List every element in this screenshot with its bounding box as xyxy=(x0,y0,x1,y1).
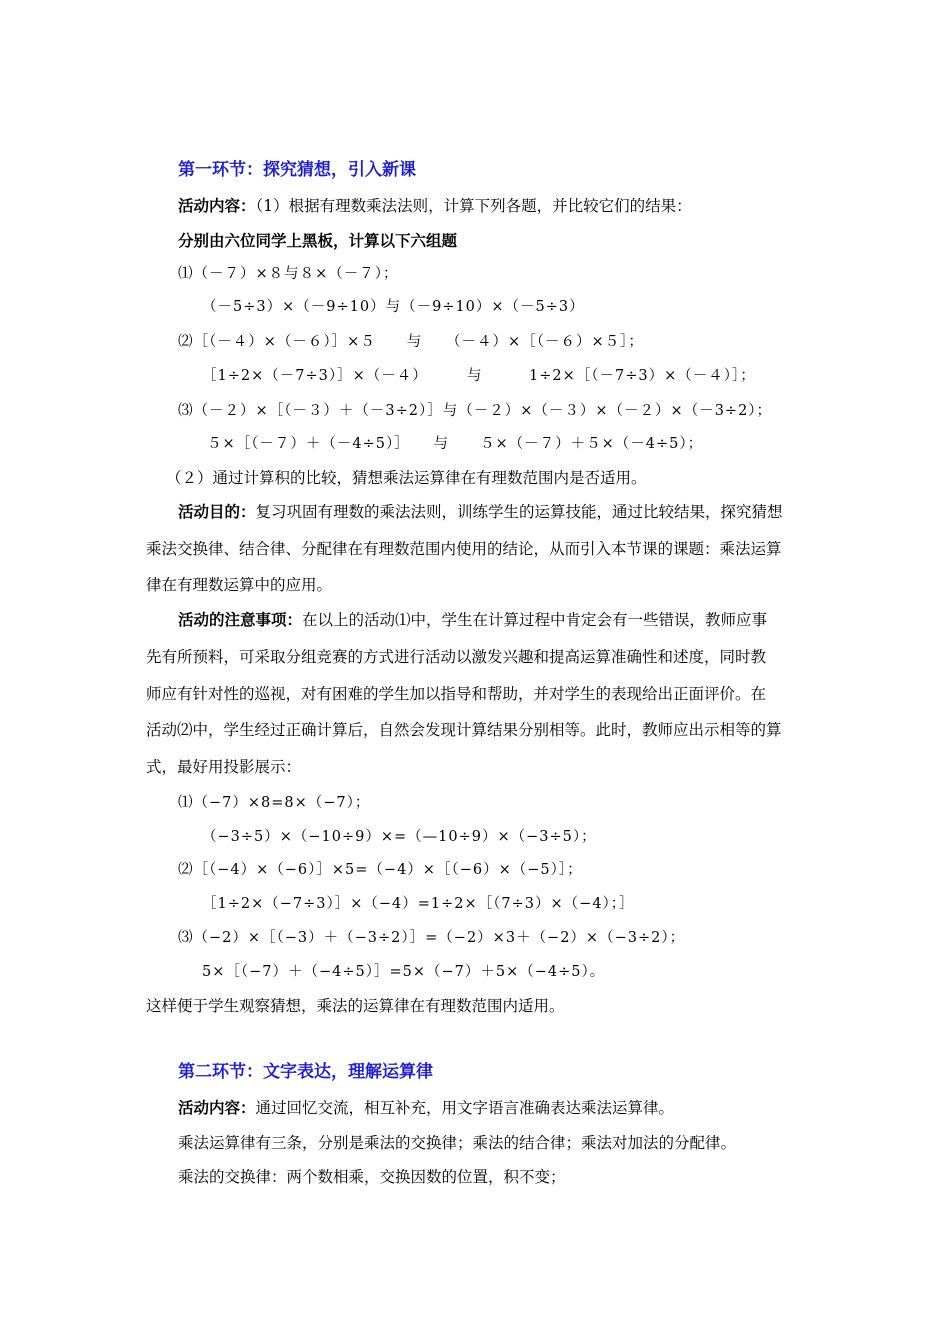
conclusion-line: 这样便于学生观察猜想，乘法的运算律在有理数范围内适用。 xyxy=(146,997,565,1015)
notes-text: 师应有针对性的巡视，对有困难的学生加以指导和帮助，并对学生的表现给出正面评价。在 xyxy=(146,685,767,703)
activity-content-label-2: 活动内容： xyxy=(178,1099,256,1117)
instruction-line: 分别由六位同学上黑板，计算以下六组题 xyxy=(178,232,458,250)
equation-line: ［1÷2×（−7÷3）］×（−4）=1÷2×［（7÷3）×（−4）；］ xyxy=(202,896,635,912)
purpose-text: 律在有理数运算中的应用。 xyxy=(146,576,333,594)
section-2-heading: 第二环节：文字表达，理解运算律 xyxy=(178,1062,433,1082)
item-2-line: （２）通过计算积的比较，猜想乘法运算律在有理数范围内是否适用。 xyxy=(166,469,647,487)
activity-content-text: （1）根据有理数乘法法则，计算下列各题，并比较它们的结果： xyxy=(255,197,692,215)
section-1-heading: 第一环节：探究猜想，引入新课 xyxy=(178,160,416,180)
problem-line: ⑵［（－４）×（－６）］×５ 与 （－４）×［（－６）×５］； xyxy=(178,334,644,350)
activity-content-text-2: 通过回忆交流，相互补充，用文字语言准确表达乘法运算律。 xyxy=(255,1099,675,1117)
activity-purpose-label: 活动目的： xyxy=(178,503,256,521)
purpose-text: 复习巩固有理数的乘法法则，训练学生的运算技能，通过比较结果，探究猜想 xyxy=(255,503,783,521)
activity-content-label: 活动内容： xyxy=(178,197,256,215)
problem-line: ⑴（－７）×８与８×（－７）； xyxy=(178,266,399,282)
purpose-text: 乘法交换律、结合律、分配律在有理数范围内使用的结论，从而引入本节课的课题：乘法运算 xyxy=(146,540,782,558)
notes-text: 先有所预料，可采取分组竞赛的方式进行活动以激发兴趣和提高运算准确性和述度，同时教 xyxy=(146,648,767,666)
activity-purpose-paragraph xyxy=(178,502,783,522)
section-2-line: 乘法的交换律：两个数相乘，交换因数的位置，积不变； xyxy=(178,1168,566,1186)
notes-text: 在以上的活动⑴中，学生在计算过程中肯定会有一些错误，教师应事 xyxy=(302,611,768,629)
notes-text: 活动⑵中，学生经过正确计算后，自然会发现计算结果分别相等。此时，教师应出示相等的算 xyxy=(146,721,782,739)
problem-line: （－5÷3）×（－9÷10）与（－9÷10）×（－5÷3） xyxy=(202,299,585,315)
section-2-line: 乘法运算律有三条，分别是乘法的交换律；乘法的结合律；乘法对加法的分配律。 xyxy=(178,1134,737,1152)
equation-line: 5×［（−7）＋（−4÷5）］=5×（−7）＋5×（−4÷5）。 xyxy=(202,964,606,980)
equation-line: ⑵［（−4）×（−6）］×5=（−4）×［（−6）×（−5）］； xyxy=(178,862,583,878)
problem-line: ［1÷2×（－7÷3）］×（－４） 与 1÷2×［（－7÷3）×（－４）］； xyxy=(202,368,756,384)
problem-line: ⑶（－２）×［（－３）＋（－3÷2）］与（－２）×（－３）×（－２）×（－3÷2）； xyxy=(178,403,773,419)
activity-notes-paragraph xyxy=(178,610,767,630)
activity-content-paragraph-2 xyxy=(178,1098,674,1118)
equation-line: ⑶（−2）×［（−3）＋（−3÷2）］=（−2）×3＋（−2）×（−3÷2）； xyxy=(178,930,686,946)
equation-line: （−3÷5）×（−10÷9）×=（—10÷9）×（−3÷5）； xyxy=(202,829,597,845)
problem-line: ５×［（－７）＋（－4÷5）］ 与 ５×（－７）＋５×（－4÷5）； xyxy=(207,436,704,452)
notes-text: 式，最好用投影展示： xyxy=(146,758,302,776)
activity-content-paragraph xyxy=(178,196,692,216)
equation-line: ⑴（−7）×8=8×（−7）； xyxy=(178,795,371,811)
activity-notes-label: 活动的注意事项： xyxy=(178,611,303,629)
